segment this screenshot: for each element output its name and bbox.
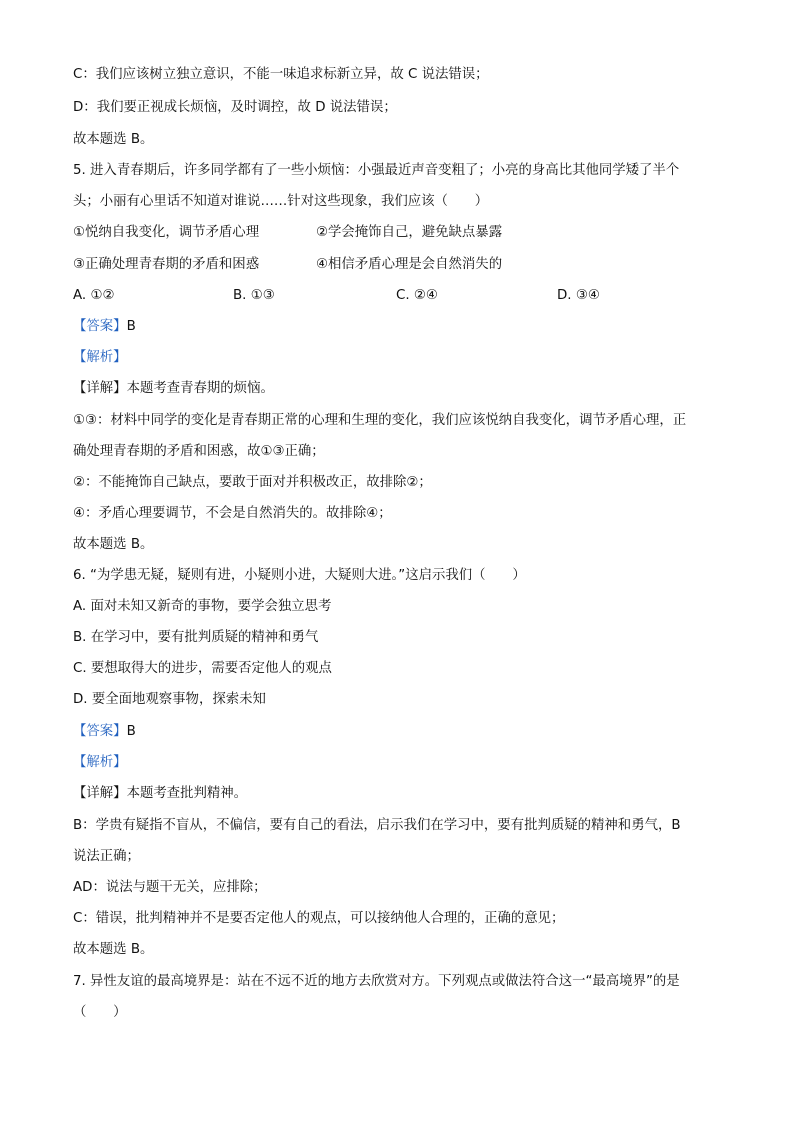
q5-item-1: ①悦纳自我变化，调节矛盾心理: [73, 225, 260, 240]
q7-stem-line-2: （ ）: [73, 1005, 127, 1020]
q6-option-b: B. 在学习中，要有批判质疑的精神和勇气: [73, 630, 319, 645]
answer-value: B: [126, 724, 136, 739]
detail-label: 【详解】: [73, 786, 127, 801]
q5-explanation-3: ④：矛盾心理要调节，不会是自然消失的。故排除④；: [73, 506, 392, 521]
q5-explanation-1a: ①③：材料中同学的变化是青春期正常的心理和生理的变化，我们应该悦纳自我变化，调节矛盾心理，正: [73, 413, 687, 428]
q5-option-b: B. ①③: [233, 288, 275, 303]
q5-option-a: A. ①②: [73, 288, 115, 303]
q6-explanation-ad: AD：说法与题干无关，应排除；: [73, 880, 267, 895]
q6-option-d: D. 要全面地观察事物，探索未知: [73, 692, 266, 707]
q5-conclusion: 故本题选 B。: [73, 537, 154, 552]
q6-detail: [73, 785, 247, 803]
q6-analysis-label: 【解析】: [73, 755, 127, 770]
detail-text: 本题考查青春期的烦恼。: [126, 381, 274, 396]
q6-option-c: C. 要想取得大的进步，需要否定他人的观点: [73, 661, 332, 676]
q5-item-3: ③正确处理青春期的矛盾和困惑: [73, 257, 260, 272]
q5-explanation-1b: 确处理青春期的矛盾和困惑，故①③正确；: [73, 444, 325, 459]
answer-label: 【答案】: [73, 319, 127, 334]
q5-stem-line-2: 头；小丽有心里话不知道对谁说……针对这些现象，我们应该（ ）: [73, 194, 489, 209]
q5-item-4: ④相信矛盾心理是会自然消失的: [316, 257, 503, 272]
q5-option-c: C. ②④: [396, 288, 438, 303]
answer-label: 【答案】: [73, 724, 127, 739]
detail-text: 本题考查批判精神。: [126, 786, 248, 801]
q6-answer: [73, 723, 136, 741]
q6-stem: 6. “为学患无疑，疑则有进，小疑则小进，大疑则大进。”这启示我们（ ）: [73, 568, 526, 583]
q4-explanation-c: C：我们应该树立独立意识，不能一味追求标新立异，故 C 说法错误；: [73, 67, 489, 82]
q5-stem-line-1: 5. 进入青春期后，许多同学都有了一些小烦恼：小强最近声音变粗了；小亮的身高比其他同学矮了半个: [73, 163, 680, 178]
q5-analysis-label: 【解析】: [73, 350, 127, 365]
q5-answer: [73, 318, 136, 336]
q5-item-2: ②学会掩饰自己，避免缺点暴露: [316, 225, 503, 240]
q6-explanation-b2: 说法正确；: [73, 849, 140, 864]
q7-stem-line-1: 7. 异性友谊的最高境界是：站在不远不近的地方去欣赏对方。下列观点或做法符合这一“最高境界”的是: [73, 974, 680, 989]
q5-option-d: D. ③④: [557, 288, 600, 303]
q6-option-a: A. 面对未知又新奇的事物，要学会独立思考: [73, 599, 332, 614]
q4-explanation-d: D：我们要正视成长烦恼，及时调控，故 D 说法错误；: [73, 100, 397, 115]
q5-detail: [73, 380, 274, 398]
q6-explanation-c: C：错误，批判精神并不是要否定他人的观点，可以接纳他人合理的，正确的意见；: [73, 911, 565, 926]
answer-value: B: [126, 319, 136, 334]
q5-explanation-2: ②：不能掩饰自己缺点，要敢于面对并积极改正，故排除②；: [73, 475, 432, 490]
q6-explanation-b1: B：学贵有疑指不盲从，不偏信，要有自己的看法，启示我们在学习中，要有批判质疑的精神和勇气，B: [73, 818, 681, 833]
q4-conclusion: 故本题选 B。: [73, 132, 154, 147]
detail-label: 【详解】: [73, 381, 127, 396]
q6-conclusion: 故本题选 B。: [73, 942, 154, 957]
